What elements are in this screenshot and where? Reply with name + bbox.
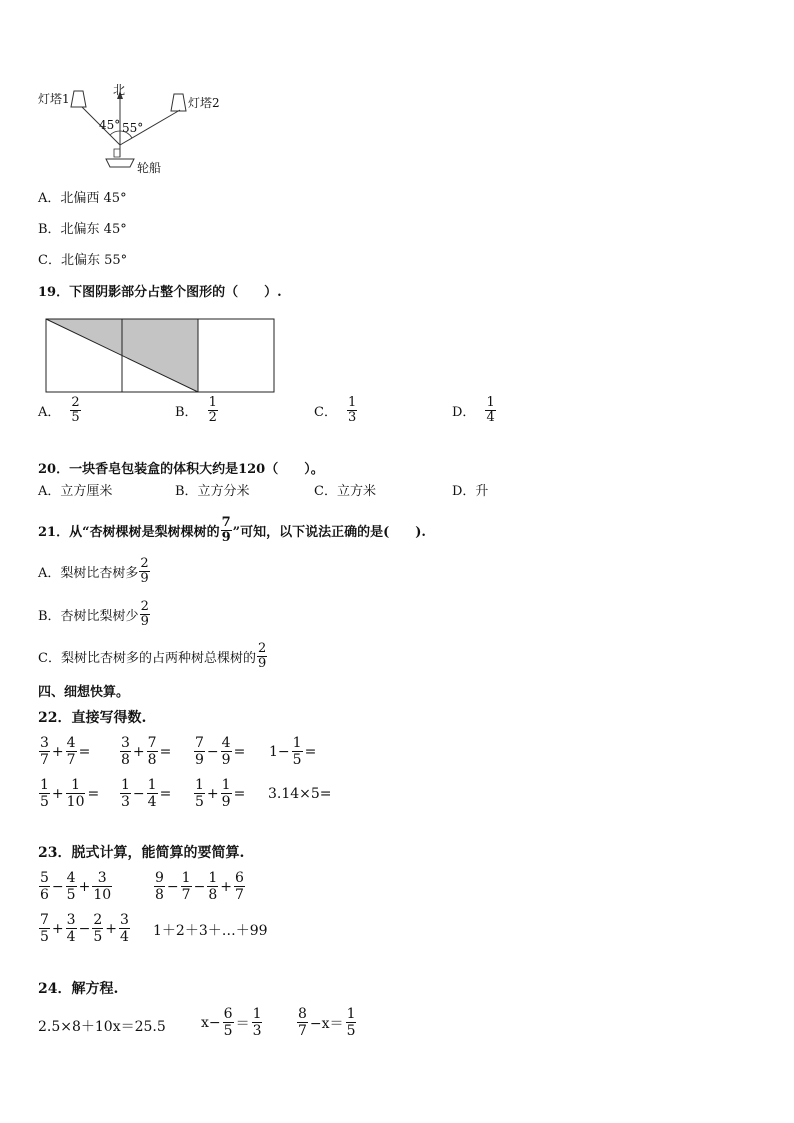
q23-expr-2: $\frac{9}{8}$ − $\frac{1}{7}$ − $\frac{1}{8}$ + $\frac{6}{7}$	[155, 870, 244, 903]
q20-option-b[interactable]: B．立方分米	[175, 483, 250, 499]
lighthouse2-icon	[171, 94, 186, 111]
q19-option-b[interactable]: B． $\frac{1}{2}$	[175, 394, 217, 425]
q21-option-c[interactable]: C．梨树比杏树多的占两种树总棵树的 $\frac{2}{9}$	[38, 641, 267, 671]
lighthouse1-icon	[71, 91, 86, 107]
angle-left-label: 45°	[99, 118, 121, 132]
q18-option-c[interactable]: C．北偏东 55°	[38, 253, 128, 268]
q22-stem: 22．直接写得数.	[38, 710, 147, 726]
q24-stem: 24．解方程.	[38, 981, 119, 997]
north-label: 北	[113, 83, 126, 97]
q20-option-d[interactable]: D．升	[452, 483, 489, 499]
ship-label: 轮船	[137, 161, 162, 175]
q24-expr-1: 2.5×8＋10x＝25.5	[38, 1019, 166, 1035]
angle-right-label: 55°	[122, 121, 144, 135]
q22-expr-d: 1− $\frac{1}{5}$ =	[269, 735, 317, 768]
q24-expr-3: $\frac{8}{7}$ −x＝ $\frac{1}{5}$	[298, 1006, 356, 1039]
q18-option-b[interactable]: B．北偏东 45°	[38, 222, 127, 237]
q19-option-d[interactable]: D． $\frac{1}{4}$	[452, 394, 495, 425]
q23-stem: 23．脱式计算，能简算的要简算.	[38, 845, 245, 861]
q18-option-a[interactable]: A．北偏西 45°	[38, 191, 127, 206]
section-4-title: 四、细想快算。	[38, 685, 130, 700]
q20-option-a[interactable]: A．立方厘米	[38, 483, 113, 499]
q22-expr-b: $\frac{3}{8}$ + $\frac{7}{8}$ =	[121, 735, 172, 768]
q20-stem: 20．一块香皂包装盒的体积大约是120（ ）。	[38, 462, 324, 477]
q22-expr-h: 3.14×5=	[268, 786, 332, 802]
q21-option-b[interactable]: B．杏树比梨树少 $\frac{2}{9}$	[38, 599, 149, 629]
q20-option-c[interactable]: C．立方米	[314, 483, 376, 499]
lighthouse1-label: 灯塔1	[38, 92, 70, 106]
q24-expr-2: x− $\frac{6}{5}$ ＝ $\frac{1}{3}$	[201, 1006, 262, 1039]
q21-option-a[interactable]: A．梨树比杏树多 $\frac{2}{9}$	[38, 556, 149, 586]
q22-expr-a: $\frac{3}{7}$ + $\frac{4}{7}$ =	[40, 735, 91, 768]
q21-stem: 21．从“杏树棵树是梨树棵树的 $\frac{7}{9}$ ”可知，以下说法正确的是( ).	[38, 515, 426, 545]
q22-expr-e: $\frac{1}{5}$ + $\frac{1}{10}$ =	[40, 777, 100, 810]
q22-expr-g: $\frac{1}{5}$ + $\frac{1}{9}$ =	[195, 777, 246, 810]
q19-figure	[45, 318, 277, 395]
q23-expr-3: $\frac{7}{5}$ + $\frac{3}{4}$ − $\frac{2}{5}$ + $\frac{3}{4}$	[40, 912, 129, 945]
q22-expr-c: $\frac{7}{9}$ − $\frac{4}{9}$ =	[195, 735, 246, 768]
lighthouse2-label: 灯塔2	[188, 96, 220, 110]
q19-option-c[interactable]: C． $\frac{1}{3}$	[314, 394, 357, 425]
q23-expr-1: $\frac{5}{6}$ − $\frac{4}{5}$ + $\frac{3}{10}$	[40, 870, 112, 903]
q19-stem: 19．下图阴影部分占整个图形的（ ）.	[38, 285, 282, 300]
q22-expr-f: $\frac{1}{3}$ − $\frac{1}{4}$ =	[121, 777, 172, 810]
q19-option-a[interactable]: A． $\frac{2}{5}$	[38, 394, 80, 425]
ship-icon	[106, 145, 134, 167]
q23-expr-4: 1＋2＋3＋…＋99	[153, 923, 268, 939]
